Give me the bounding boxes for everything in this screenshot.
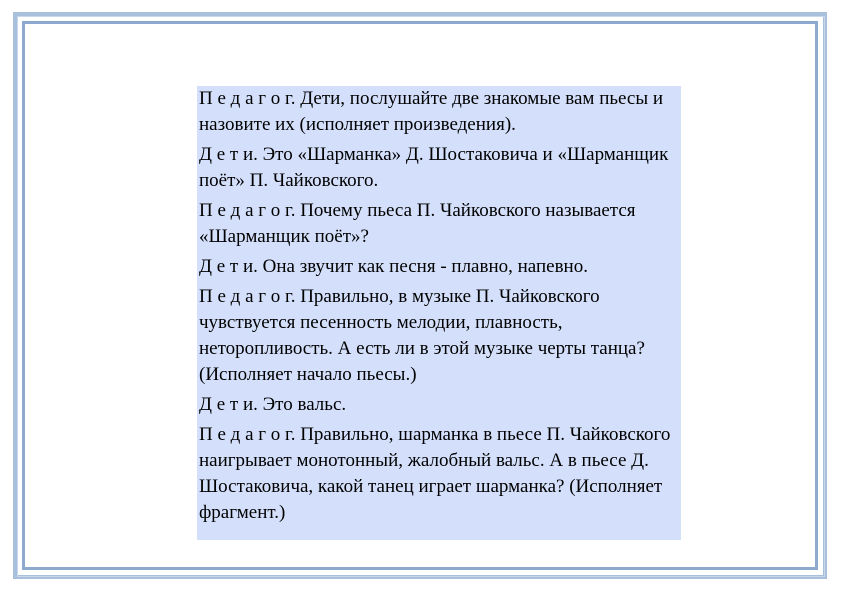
speaker-label: П е д а г о г. [199, 286, 296, 307]
dialogue-line-teacher [199, 422, 679, 526]
speaker-label: П е д а г о г. [199, 424, 296, 445]
line-text: Это вальс. [262, 394, 347, 415]
dialogue-textbox [197, 86, 681, 540]
dialogue-line-children [199, 142, 679, 194]
line-text: Это «Шарманка» Д. Шостаковича и «Шарманщик поёт» П. Чайковского. [199, 144, 669, 191]
line-text: Почему пьеса П. Чайковского называется «Шарманщик поёт»? [199, 200, 636, 247]
speaker-label: Д е т и. [199, 144, 258, 165]
line-text: Правильно, в музыке П. Чайковского чувствуется песенность мелодии, плавность, неторопливость. А есть ли в этой музыке черты танца? (Исполняет начало пьесы.) [199, 286, 645, 385]
line-text: Правильно, шарманка в пьесе П. Чайковского наигрывает монотонный, жалобный вальс. А в пьесе Д. Шостаковича, какой танец играет шарманка? (Исполняет фрагмент.) [199, 424, 671, 523]
dialogue-line-teacher [199, 284, 679, 388]
dialogue-line-children [199, 254, 679, 280]
line-text: Она звучит как песня - плавно, напевно. [262, 256, 588, 277]
dialogue-line-teacher [199, 86, 679, 138]
dialogue-line-children [199, 392, 679, 418]
speaker-label: П е д а г о г. [199, 200, 296, 221]
speaker-label: П е д а г о г. [199, 88, 296, 109]
speaker-label: Д е т и. [199, 394, 258, 415]
speaker-label: Д е т и. [199, 256, 258, 277]
line-text: Дети, послушайте две знакомые вам пьесы и назовите их (исполняет произведения). [199, 88, 664, 135]
dialogue-line-teacher [199, 198, 679, 250]
